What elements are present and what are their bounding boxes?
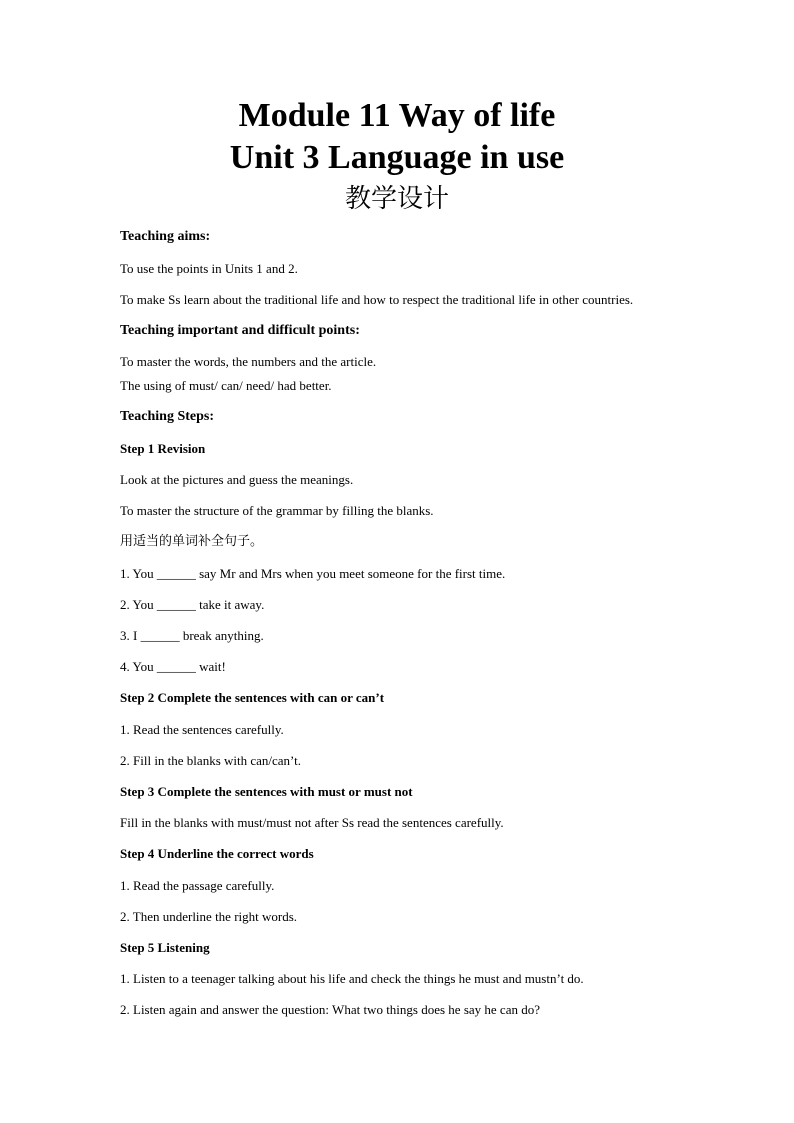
step2-item: 2. Fill in the blanks with can/can’t.: [120, 753, 302, 768]
step4-item: 2. Then underline the right words.: [120, 909, 298, 924]
step1-item: 2. You ______ take it away.: [120, 597, 265, 612]
step1-item: 4. You ______ wait!: [120, 659, 226, 674]
aims-heading: Teaching aims:: [120, 229, 211, 244]
points-item: The using of must/ can/ need/ had better.: [120, 378, 332, 393]
step5-item: 2. Listen again and answer the question: What two things does he say he can do?: [120, 1002, 540, 1017]
step4-heading: Step 4 Underline the correct words: [120, 846, 314, 861]
design-subtitle: 教学设计: [344, 184, 449, 214]
aims-item: To use the points in Units 1 and 2.: [120, 261, 298, 276]
points-heading: Teaching important and difficult points:: [120, 323, 360, 338]
step4-item: 1. Read the passage carefully.: [120, 878, 275, 893]
step1-item: To master the structure of the grammar by filling the blanks.: [120, 503, 434, 518]
step5-item: 1. Listen to a teenager talking about his life and check the things he must and mustn’t do.: [120, 971, 584, 986]
module-title: Module 11 Way of life: [238, 97, 556, 134]
step2-heading: Step 2 Complete the sentences with can or can’t: [120, 690, 385, 705]
unit-title: Unit 3 Language in use: [229, 139, 565, 176]
step3-item: Fill in the blanks with must/must not after Ss read the sentences carefully.: [120, 815, 504, 830]
step1-item: 用适当的单词补全句子。: [120, 534, 264, 549]
points-item: To master the words, the numbers and the article.: [120, 354, 377, 369]
step2-item: 1. Read the sentences carefully.: [120, 722, 284, 737]
step1-item: Look at the pictures and guess the meanings.: [120, 472, 354, 487]
steps-heading: Teaching Steps:: [120, 409, 215, 424]
step1-item: 3. I ______ break anything.: [120, 628, 264, 643]
step3-heading: Step 3 Complete the sentences with must or must not: [120, 784, 413, 799]
step1-heading: Step 1 Revision: [120, 441, 206, 456]
step1-item: 1. You ______ say Mr and Mrs when you meet someone for the first time.: [120, 566, 506, 581]
aims-item: To make Ss learn about the traditional life and how to respect the traditional life in other countries.: [120, 292, 634, 307]
step5-heading: Step 5 Listening: [120, 940, 210, 955]
